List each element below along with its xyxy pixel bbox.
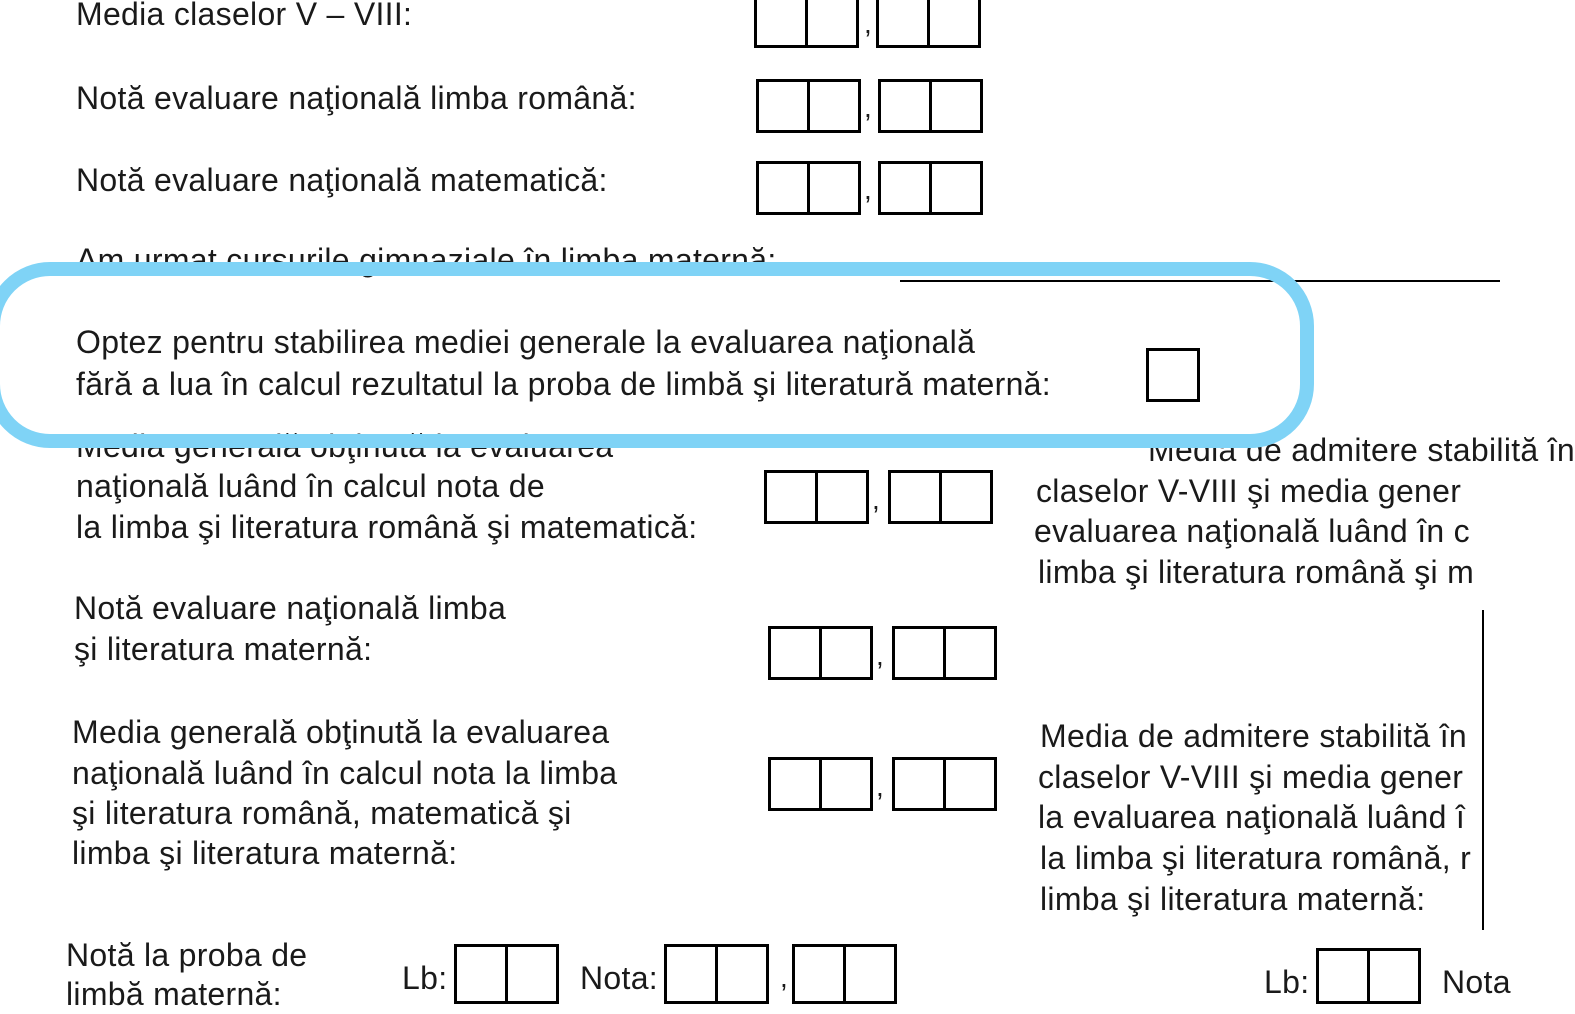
input-media-gen-rm-int[interactable]: [764, 470, 869, 524]
comma: ,: [780, 962, 788, 993]
label-media-gen-rm-line2: naţională luând în calcul nota de: [76, 468, 545, 504]
label-media-gen-rm-line3: la limba şi literatura română şi matematică:: [76, 509, 698, 545]
right-divider: [1482, 610, 1484, 930]
input-lb[interactable]: [454, 944, 559, 1004]
right-admitere-b-line5: limba şi literatura maternă:: [1040, 881, 1426, 917]
right-admitere-a-line4: limba şi literatura română şi m: [1038, 554, 1475, 590]
input-nota-int[interactable]: [664, 944, 769, 1004]
label-nota-matematica: Notă evaluare naţională matematică:: [76, 162, 608, 198]
label-nota-romana: Notă evaluare naţională limba română:: [76, 80, 637, 116]
input-nota-romana-int[interactable]: [756, 79, 861, 133]
input-nota-materna-int[interactable]: [768, 626, 873, 680]
input-media-gen-all-int[interactable]: [768, 757, 873, 811]
label-media-v-viii: Media claselor V – VIII:: [76, 0, 413, 32]
label-nota: Nota:: [580, 960, 658, 996]
label-optez-line2: fără a lua în calcul rezultatul la proba de limbă şi literatură maternă:: [76, 366, 1051, 402]
right-admitere-b-line3: la evaluarea naţională luând î: [1038, 799, 1466, 835]
input-nota-matematica-dec[interactable]: [878, 161, 983, 215]
right-admitere-b-line1: Media de admitere stabilită în: [1040, 718, 1467, 754]
comma: ,: [864, 8, 872, 39]
input-nota-matematica-int[interactable]: [756, 161, 861, 215]
right-admitere-a-line3: evaluarea naţională luând în c: [1034, 513, 1470, 549]
label-media-gen-all-line1: Media generală obţinută la evaluarea: [72, 714, 610, 750]
label-cursuri-materna: Am urmat cursurile gimnaziale în limba maternă:: [76, 242, 777, 278]
label-proba-materna-line1: Notă la proba de: [66, 937, 308, 973]
comma: ,: [864, 92, 872, 123]
comma: ,: [872, 484, 880, 515]
right-admitere-b-line2: claselor V-VIII şi media gener: [1038, 759, 1464, 795]
input-nota-dec[interactable]: [792, 944, 897, 1004]
comma: ,: [864, 174, 872, 205]
input-media-v-viii-int[interactable]: [754, 0, 859, 48]
input-nota-romana-dec[interactable]: [878, 79, 983, 133]
input-media-v-viii-dec[interactable]: [876, 0, 981, 48]
label-media-gen-all-line4: limba şi literatura maternă:: [72, 835, 458, 871]
label-media-gen-all-line3: şi literatura română, matematică şi: [72, 795, 572, 831]
right-admitere-a-line1: Media de admitere stabilită în: [1148, 432, 1575, 468]
label-lb: Lb:: [402, 960, 448, 996]
right-input-lb[interactable]: [1316, 948, 1421, 1004]
right-label-lb: Lb:: [1264, 964, 1310, 1000]
right-admitere-a-line2: claselor V-VIII şi media gener: [1036, 473, 1462, 509]
label-nota-materna-line1: Notă evaluare naţională limba: [74, 590, 507, 626]
answer-line: [900, 280, 1500, 282]
input-nota-materna-dec[interactable]: [892, 626, 997, 680]
label-media-gen-rm-line1: Media generală obţinută la evaluarea: [76, 428, 614, 464]
input-media-gen-rm-dec[interactable]: [888, 470, 993, 524]
comma: ,: [876, 640, 884, 671]
label-media-gen-all-line2: naţională luând în calcul nota la limba: [72, 755, 618, 791]
right-label-nota: Nota: [1442, 964, 1511, 1000]
label-nota-materna-line2: şi literatura maternă:: [74, 631, 373, 667]
input-media-gen-all-dec[interactable]: [892, 757, 997, 811]
label-optez-line1: Optez pentru stabilirea mediei generale la evaluarea naţională: [76, 324, 976, 360]
right-admitere-b-line4: la limba şi literatura română, r: [1040, 840, 1472, 876]
optez-checkbox[interactable]: [1146, 348, 1200, 402]
label-proba-materna-line2: limbă maternă:: [66, 976, 282, 1012]
comma: ,: [876, 771, 884, 802]
